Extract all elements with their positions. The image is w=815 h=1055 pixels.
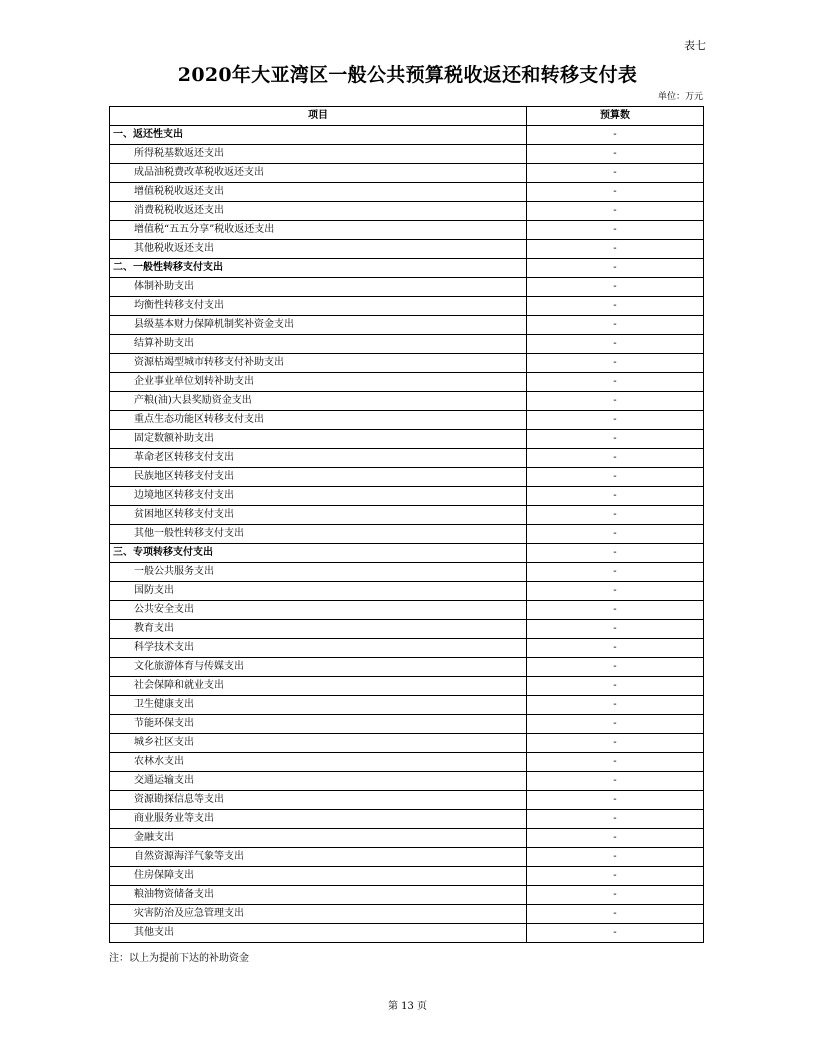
table-row	[110, 392, 704, 411]
table-row	[110, 373, 704, 392]
row-value: -	[527, 677, 704, 696]
row-value: -	[527, 848, 704, 867]
table-row	[110, 240, 704, 259]
row-label: 增值税“五五分享”税收返还支出	[110, 221, 527, 240]
table-row	[110, 848, 704, 867]
table-row	[110, 791, 704, 810]
table-row	[110, 867, 704, 886]
row-label: 金融支出	[110, 829, 527, 848]
row-value: -	[527, 240, 704, 259]
table-row	[110, 487, 704, 506]
table-row	[110, 335, 704, 354]
row-value: -	[527, 734, 704, 753]
row-label: 灾害防治及应急管理支出	[110, 905, 527, 924]
row-value: -	[527, 867, 704, 886]
table-row	[110, 468, 704, 487]
row-value: -	[527, 335, 704, 354]
table-row	[110, 354, 704, 373]
row-value: -	[527, 620, 704, 639]
row-label: 科学技术支出	[110, 639, 527, 658]
row-value: -	[527, 354, 704, 373]
row-label: 贫困地区转移支付支出	[110, 506, 527, 525]
row-value: -	[527, 905, 704, 924]
table-row	[110, 715, 704, 734]
section-row	[110, 259, 704, 278]
table-row	[110, 430, 704, 449]
row-value: -	[527, 183, 704, 202]
table-row	[110, 297, 704, 316]
row-value: -	[527, 639, 704, 658]
row-value: -	[527, 430, 704, 449]
row-label: 资源枯竭型城市转移支付补助支出	[110, 354, 527, 373]
table-row	[110, 734, 704, 753]
row-value: -	[527, 392, 704, 411]
row-label: 二、一般性转移支付支出	[110, 259, 527, 278]
row-value: -	[527, 468, 704, 487]
table-row	[110, 772, 704, 791]
row-label: 边境地区转移支付支出	[110, 487, 527, 506]
row-label: 卫生健康支出	[110, 696, 527, 715]
row-value: -	[527, 278, 704, 297]
table-row	[110, 829, 704, 848]
table-row	[110, 449, 704, 468]
table-header-row	[110, 107, 704, 126]
table-row	[110, 525, 704, 544]
table-row	[110, 164, 704, 183]
table-row	[110, 886, 704, 905]
row-label: 其他税收返还支出	[110, 240, 527, 259]
row-label: 产粮(油)大县奖励资金支出	[110, 392, 527, 411]
row-label: 均衡性转移支付支出	[110, 297, 527, 316]
table-row	[110, 753, 704, 772]
row-value: -	[527, 563, 704, 582]
row-label: 一般公共服务支出	[110, 563, 527, 582]
row-value: -	[527, 145, 704, 164]
row-value: -	[527, 297, 704, 316]
row-label: 成品油税费改革税收返还支出	[110, 164, 527, 183]
row-label: 国防支出	[110, 582, 527, 601]
row-value: -	[527, 221, 704, 240]
row-value: -	[527, 411, 704, 430]
row-label: 粮油物资储备支出	[110, 886, 527, 905]
table-row	[110, 924, 704, 943]
row-label: 其他一般性转移支付支出	[110, 525, 527, 544]
table-row	[110, 677, 704, 696]
table-row	[110, 696, 704, 715]
row-value: -	[527, 316, 704, 335]
row-label: 农林水支出	[110, 753, 527, 772]
row-label: 县级基本财力保障机制奖补资金支出	[110, 316, 527, 335]
table-row	[110, 620, 704, 639]
row-value: -	[527, 525, 704, 544]
row-label: 革命老区转移支付支出	[110, 449, 527, 468]
row-value: -	[527, 601, 704, 620]
row-label: 结算补助支出	[110, 335, 527, 354]
row-value: -	[527, 202, 704, 221]
row-label: 住房保障支出	[110, 867, 527, 886]
row-value: -	[527, 924, 704, 943]
row-label: 三、专项转移支付支出	[110, 544, 527, 563]
row-value: -	[527, 886, 704, 905]
row-label: 商业服务业等支出	[110, 810, 527, 829]
table-row	[110, 183, 704, 202]
row-value: -	[527, 544, 704, 563]
table-row	[110, 411, 704, 430]
row-value: -	[527, 772, 704, 791]
table-row	[110, 278, 704, 297]
row-value: -	[527, 259, 704, 278]
row-label: 一、返还性支出	[110, 126, 527, 145]
table-row	[110, 639, 704, 658]
row-label: 其他支出	[110, 924, 527, 943]
row-label: 城乡社区支出	[110, 734, 527, 753]
row-label: 交通运输支出	[110, 772, 527, 791]
table-row	[110, 145, 704, 164]
table-row	[110, 582, 704, 601]
row-label: 文化旅游体育与传媒支出	[110, 658, 527, 677]
table-body	[110, 126, 704, 943]
row-value: -	[527, 126, 704, 145]
row-value: -	[527, 810, 704, 829]
row-label: 节能环保支出	[110, 715, 527, 734]
row-value: -	[527, 829, 704, 848]
row-value: -	[527, 164, 704, 183]
row-value: -	[527, 373, 704, 392]
table-row	[110, 563, 704, 582]
section-row	[110, 126, 704, 145]
table-row	[110, 810, 704, 829]
row-value: -	[527, 658, 704, 677]
row-label: 消费税税收返还支出	[110, 202, 527, 221]
table-row	[110, 905, 704, 924]
budget-table	[109, 106, 704, 943]
header-value: 预算数	[527, 107, 704, 126]
row-value: -	[527, 449, 704, 468]
row-value: -	[527, 582, 704, 601]
table-row	[110, 601, 704, 620]
row-label: 资源勘探信息等支出	[110, 791, 527, 810]
row-label: 教育支出	[110, 620, 527, 639]
row-label: 社会保障和就业支出	[110, 677, 527, 696]
row-value: -	[527, 696, 704, 715]
page-title: 2020年大亚湾区一般公共预算税收返还和转移支付表	[177, 64, 638, 86]
table-row	[110, 506, 704, 525]
row-value: -	[527, 715, 704, 734]
row-label: 自然资源海洋气象等支出	[110, 848, 527, 867]
table-row	[110, 221, 704, 240]
row-label: 所得税基数返还支出	[110, 145, 527, 164]
row-label: 民族地区转移支付支出	[110, 468, 527, 487]
row-value: -	[527, 753, 704, 772]
table-row	[110, 658, 704, 677]
header-item: 项目	[110, 107, 527, 126]
row-label: 固定数额补助支出	[110, 430, 527, 449]
row-label: 体制补助支出	[110, 278, 527, 297]
row-label: 增值税税收返还支出	[110, 183, 527, 202]
section-row	[110, 544, 704, 563]
row-label: 公共安全支出	[110, 601, 527, 620]
footnote: 注：以上为提前下达的补助资金	[109, 953, 249, 964]
table-row	[110, 316, 704, 335]
row-value: -	[527, 506, 704, 525]
row-value: -	[527, 487, 704, 506]
row-label: 企业事业单位划转补助支出	[110, 373, 527, 392]
page-number: 第 13 页	[387, 1001, 428, 1012]
table-number: 表七	[684, 39, 706, 52]
row-label: 重点生态功能区转移支付支出	[110, 411, 527, 430]
unit-label: 单位：万元	[657, 92, 703, 102]
table-row	[110, 202, 704, 221]
row-value: -	[527, 791, 704, 810]
